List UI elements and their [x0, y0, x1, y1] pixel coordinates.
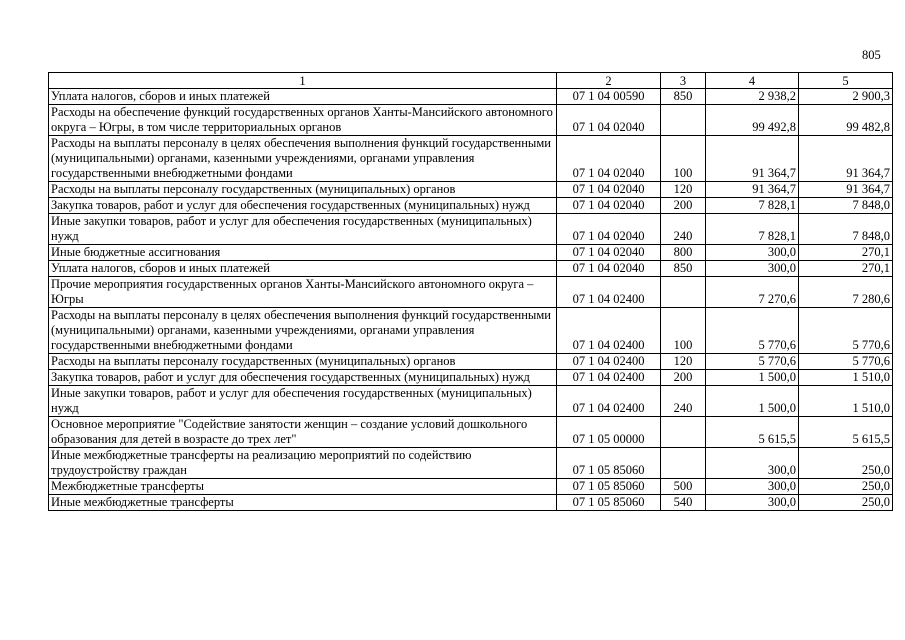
table-row — [49, 308, 893, 354]
table-row — [49, 182, 893, 198]
row-code: 07 1 04 02400 — [557, 354, 661, 370]
row-value-2: 99 482,8 — [799, 105, 893, 136]
row-code: 07 1 04 02040 — [557, 105, 661, 136]
row-name: Расходы на выплаты персоналу государственных (муниципальных) органов — [49, 354, 557, 370]
row-value-2: 91 364,7 — [799, 136, 893, 182]
row-name: Уплата налогов, сборов и иных платежей — [49, 89, 557, 105]
row-name: Закупка товаров, работ и услуг для обеспечения государственных (муниципальных) нужд — [49, 198, 557, 214]
row-code: 07 1 04 02400 — [557, 386, 661, 417]
row-value-1: 300,0 — [706, 495, 799, 511]
row-expense-type — [661, 277, 706, 308]
row-value-1: 5 770,6 — [706, 308, 799, 354]
row-code: 07 1 04 00590 — [557, 89, 661, 105]
row-name: Расходы на выплаты персоналу государственных (муниципальных) органов — [49, 182, 557, 198]
row-name: Расходы на выплаты персоналу в целях обеспечения выполнения функций государственными (муниципальными) органами, казенными учреждениями, органами управления государственными внебюджетными фондами — [49, 136, 557, 182]
header-col-code: 2 — [557, 73, 661, 89]
row-name: Иные бюджетные ассигнования — [49, 245, 557, 261]
row-expense-type: 850 — [661, 261, 706, 277]
row-value-1: 300,0 — [706, 261, 799, 277]
row-value-1: 99 492,8 — [706, 105, 799, 136]
row-name: Расходы на выплаты персоналу в целях обеспечения выполнения функций государственными (муниципальными) органами, казенными учреждениями, органами управления государственными внебюджетными фондами — [49, 308, 557, 354]
row-value-1: 5 615,5 — [706, 417, 799, 448]
row-code: 07 1 04 02040 — [557, 136, 661, 182]
row-value-2: 270,1 — [799, 245, 893, 261]
row-expense-type: 240 — [661, 214, 706, 245]
row-name: Иные межбюджетные трансферты на реализацию мероприятий по содействию трудоустройству граждан — [49, 448, 557, 479]
row-expense-type — [661, 448, 706, 479]
row-value-2: 1 510,0 — [799, 370, 893, 386]
table-row — [49, 448, 893, 479]
budget-table — [48, 72, 893, 511]
row-value-1: 1 500,0 — [706, 386, 799, 417]
row-name: Закупка товаров, работ и услуг для обеспечения государственных (муниципальных) нужд — [49, 370, 557, 386]
table-row — [49, 136, 893, 182]
table-row — [49, 261, 893, 277]
row-value-2: 250,0 — [799, 479, 893, 495]
row-value-1: 7 270,6 — [706, 277, 799, 308]
row-expense-type: 500 — [661, 479, 706, 495]
row-value-1: 2 938,2 — [706, 89, 799, 105]
row-expense-type — [661, 105, 706, 136]
row-name: Основное мероприятие "Содействие занятости женщин – создание условий дошкольного образования для детей в возрасте до трех лет" — [49, 417, 557, 448]
row-name: Расходы на обеспечение функций государственных органов Ханты-Мансийского автономного округа – Югры, в том числе территориальных органов — [49, 105, 557, 136]
row-value-2: 5 615,5 — [799, 417, 893, 448]
table-row — [49, 479, 893, 495]
row-expense-type: 100 — [661, 308, 706, 354]
row-value-2: 1 510,0 — [799, 386, 893, 417]
row-value-2: 91 364,7 — [799, 182, 893, 198]
row-name: Прочие мероприятия государственных органов Ханты-Мансийского автономного округа – Югры — [49, 277, 557, 308]
table-row — [49, 354, 893, 370]
table-row — [49, 386, 893, 417]
header-col-value-2: 5 — [799, 73, 893, 89]
row-code: 07 1 05 85060 — [557, 448, 661, 479]
row-value-2: 7 280,6 — [799, 277, 893, 308]
row-value-2: 250,0 — [799, 495, 893, 511]
row-value-1: 7 828,1 — [706, 198, 799, 214]
row-value-1: 91 364,7 — [706, 182, 799, 198]
header-col-name: 1 — [49, 73, 557, 89]
row-expense-type: 120 — [661, 182, 706, 198]
table-row — [49, 214, 893, 245]
row-value-1: 91 364,7 — [706, 136, 799, 182]
page-number: 805 — [862, 48, 881, 62]
table-row — [49, 245, 893, 261]
header-col-value-1: 4 — [706, 73, 799, 89]
row-value-2: 250,0 — [799, 448, 893, 479]
row-value-2: 7 848,0 — [799, 214, 893, 245]
row-code: 07 1 04 02040 — [557, 198, 661, 214]
row-code: 07 1 04 02400 — [557, 308, 661, 354]
row-value-1: 1 500,0 — [706, 370, 799, 386]
table-row — [49, 495, 893, 511]
row-expense-type: 200 — [661, 370, 706, 386]
table-header — [49, 73, 893, 89]
row-code: 07 1 04 02040 — [557, 182, 661, 198]
row-expense-type: 800 — [661, 245, 706, 261]
table-row — [49, 417, 893, 448]
row-code: 07 1 04 02400 — [557, 370, 661, 386]
row-value-1: 5 770,6 — [706, 354, 799, 370]
row-value-1: 300,0 — [706, 245, 799, 261]
row-value-2: 270,1 — [799, 261, 893, 277]
header-row — [49, 73, 893, 89]
row-code: 07 1 05 85060 — [557, 495, 661, 511]
table-row — [49, 89, 893, 105]
row-value-2: 5 770,6 — [799, 308, 893, 354]
row-code: 07 1 04 02040 — [557, 261, 661, 277]
row-value-2: 5 770,6 — [799, 354, 893, 370]
row-code: 07 1 05 85060 — [557, 479, 661, 495]
row-expense-type: 200 — [661, 198, 706, 214]
table-row — [49, 105, 893, 136]
table-row — [49, 370, 893, 386]
row-value-1: 7 828,1 — [706, 214, 799, 245]
header-col-vr: 3 — [661, 73, 706, 89]
row-value-2: 7 848,0 — [799, 198, 893, 214]
row-expense-type: 540 — [661, 495, 706, 511]
row-value-1: 300,0 — [706, 448, 799, 479]
row-name: Иные межбюджетные трансферты — [49, 495, 557, 511]
table-body — [49, 89, 893, 511]
row-name: Межбюджетные трансферты — [49, 479, 557, 495]
table-row — [49, 198, 893, 214]
row-code: 07 1 04 02040 — [557, 245, 661, 261]
row-code: 07 1 04 02400 — [557, 277, 661, 308]
row-expense-type: 240 — [661, 386, 706, 417]
row-value-1: 300,0 — [706, 479, 799, 495]
row-expense-type — [661, 417, 706, 448]
row-expense-type: 100 — [661, 136, 706, 182]
row-code: 07 1 05 00000 — [557, 417, 661, 448]
row-code: 07 1 04 02040 — [557, 214, 661, 245]
row-name: Иные закупки товаров, работ и услуг для обеспечения государственных (муниципальных) нужд — [49, 386, 557, 417]
row-name: Уплата налогов, сборов и иных платежей — [49, 261, 557, 277]
table-row — [49, 277, 893, 308]
row-value-2: 2 900,3 — [799, 89, 893, 105]
row-expense-type: 850 — [661, 89, 706, 105]
row-expense-type: 120 — [661, 354, 706, 370]
row-name: Иные закупки товаров, работ и услуг для обеспечения государственных (муниципальных) нужд — [49, 214, 557, 245]
